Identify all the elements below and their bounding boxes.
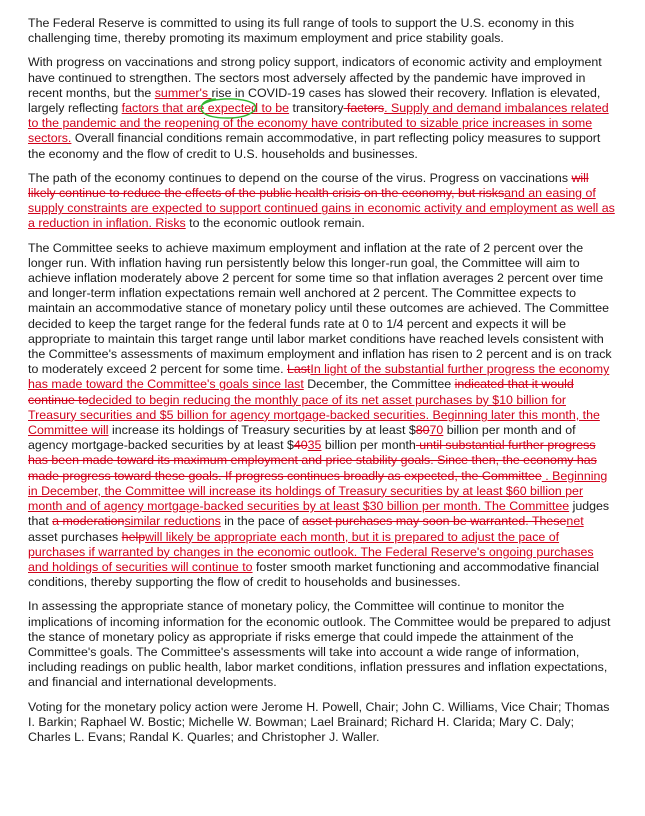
deleted-text: help [121,529,146,544]
inserted-text: 70 [429,423,444,438]
inserted-text: factors that are [121,101,208,116]
deleted-text: a moderation [52,514,125,529]
statement-document [28,16,616,754]
text-run: billion per month and of agency mortgage-backed securities by at least $ [28,423,576,453]
inserted-text: to be [258,101,290,116]
text-run: In assessing the appropriate stance of monetary policy, the Committee will continue to monitor the implications of incoming information for the economic outlook. The Committee would be prepared to adjust the stance of monetary policy as appropriate if risks emerge that could impede the attainment of the Committee's goals. The Committee's assessments will take into account a wide range of information, including readings on public health, labor market conditions, inflation pressures and inflation expectations, and financial and international developments. [28,599,611,690]
text-run: increase its holdings of Treasury securities by at least $ [108,423,416,438]
text-run: rise in COVID-19 cases has slowed their recovery. Inflation is elevated, largely reflecting [28,85,601,116]
text-run: Overall financial conditions remain accommodative, in part reflecting policy measures to support the economy and the flow of credit to U.S. households and businesses. [28,131,601,161]
deleted-text: Last [286,362,311,377]
inserted-text: 35 [307,438,322,453]
text-run: The Committee seeks to achieve maximum employment and inflation at the rate of 2 percent over the longer run. With inflation having run persistently below this longer-run goal, the Committee will aim to achieve inflation moderately above 2 percent for some time so that inflation averages 2 percent over time and longer-term inflation expectations remain well anchored at 2 percent. The Committee expects to maintain an accommodative stance of monetary policy until these outcomes are achieved. The Committee decided to keep the target range for the federal funds rate at 0 to 1/4 percent and expects it will be appropriate to maintain this target range until labor market conditions have reached levels consistent with the Committee's assessments of maximum employment and inflation has risen to 2 percent and is on track to moderately exceed 2 percent for some time. [28,240,612,377]
text-run: to the economic outlook remain. [185,216,365,231]
deleted-text: indicated that it would continue to [28,377,574,407]
deleted-text: will likely continue to reduce the effects of the public health crisis on the economy, but risks [28,170,589,201]
inserted-text: . Supply and demand imbalances related to the pandemic and the reopening of the economy have contributed to sizable price increases in some sectors. [28,101,609,146]
text-run: judges that [28,499,610,529]
text-run: billion per month [321,438,416,453]
paragraph-commitment [28,16,616,46]
text-run: in the pace of [220,514,303,529]
inserted-text: similar reductions [124,514,221,529]
deleted-text: 40 [293,438,308,453]
deleted-text: 80 [415,423,430,438]
inserted-text: decided to begin reducing the monthly pace of its net asset purchases by $10 billion for Treasury securities and $5 billion for agency mortgage-backed securities. Beginning later this month, the Committee will [28,392,600,438]
inserted-text: will likely be appropriate each month, but it is prepared to adjust the pace of purchases if warranted by changes in the economic outlook. The Federal Reserve's ongoing purchases and holdings of securities will continue to [28,529,594,574]
text-run: December, the Committee [303,377,455,392]
inserted-text: expected [207,101,259,116]
inserted-text: net [566,514,584,529]
text-run: The Federal Reserve is committed to using its full range of tools to support the U.S. economy in this challenging time, thereby promoting its maximum employment and price stability goals. [28,16,575,46]
inserted-text: and an easing of supply constraints are expected to support continued gains in economic activity and employment as well as a reduction in inflation. Risks [28,186,615,231]
deleted-text: asset purchases may soon be warranted. These [302,514,567,529]
paragraph-policy-decision [28,241,616,591]
circled-annotation [208,101,258,115]
paragraph-assessment [28,599,616,690]
inserted-text: summer's [154,85,212,100]
deleted-text: until substantial further progress has been made toward its maximum employment and price stability goals. Since then, the economy has made progress toward these goals. If progress continues broadly as expected, the Committee [28,438,597,483]
text-run: Voting for the monetary policy action were Jerome H. Powell, Chair; John C. Williams, Vice Chair; Thomas I. Barkin; Raphael W. Bostic; Michelle W. Bowman; Lael Brainard; Richard H. Clarida; Mary C. Daly; Charles L. Evans; Randal K. Quarles; and Christopher J. Waller. [28,699,610,744]
paragraph-outlook [28,171,616,232]
text-run: asset purchases [28,529,122,544]
paragraph-voting [28,700,616,746]
text-run: transitory [289,101,344,116]
inserted-text: . Beginning in December, the Committee will increase its holdings of Treasury securities by at least $60 billion per month and of agency mortgage-backed securities by at least $30 billion per month. The Committee [28,468,608,514]
inserted-text: In light of the substantial further progress the economy has made toward the Committee's goals since last [28,362,610,392]
text-run: foster smooth market functioning and accommodative financial conditions, thereby supporting the flow of credit to households and businesses. [28,559,599,590]
deleted-text: factors [343,101,385,116]
paragraph-economic-conditions [28,55,616,161]
text-run: The path of the economy continues to depend on the course of the virus. Progress on vaccinations [28,170,572,185]
text-run: With progress on vaccinations and strong policy support, indicators of economic activity and employment have continued to strengthen. The sectors most adversely affected by the pandemic have improved in recent months, but the [28,55,602,100]
